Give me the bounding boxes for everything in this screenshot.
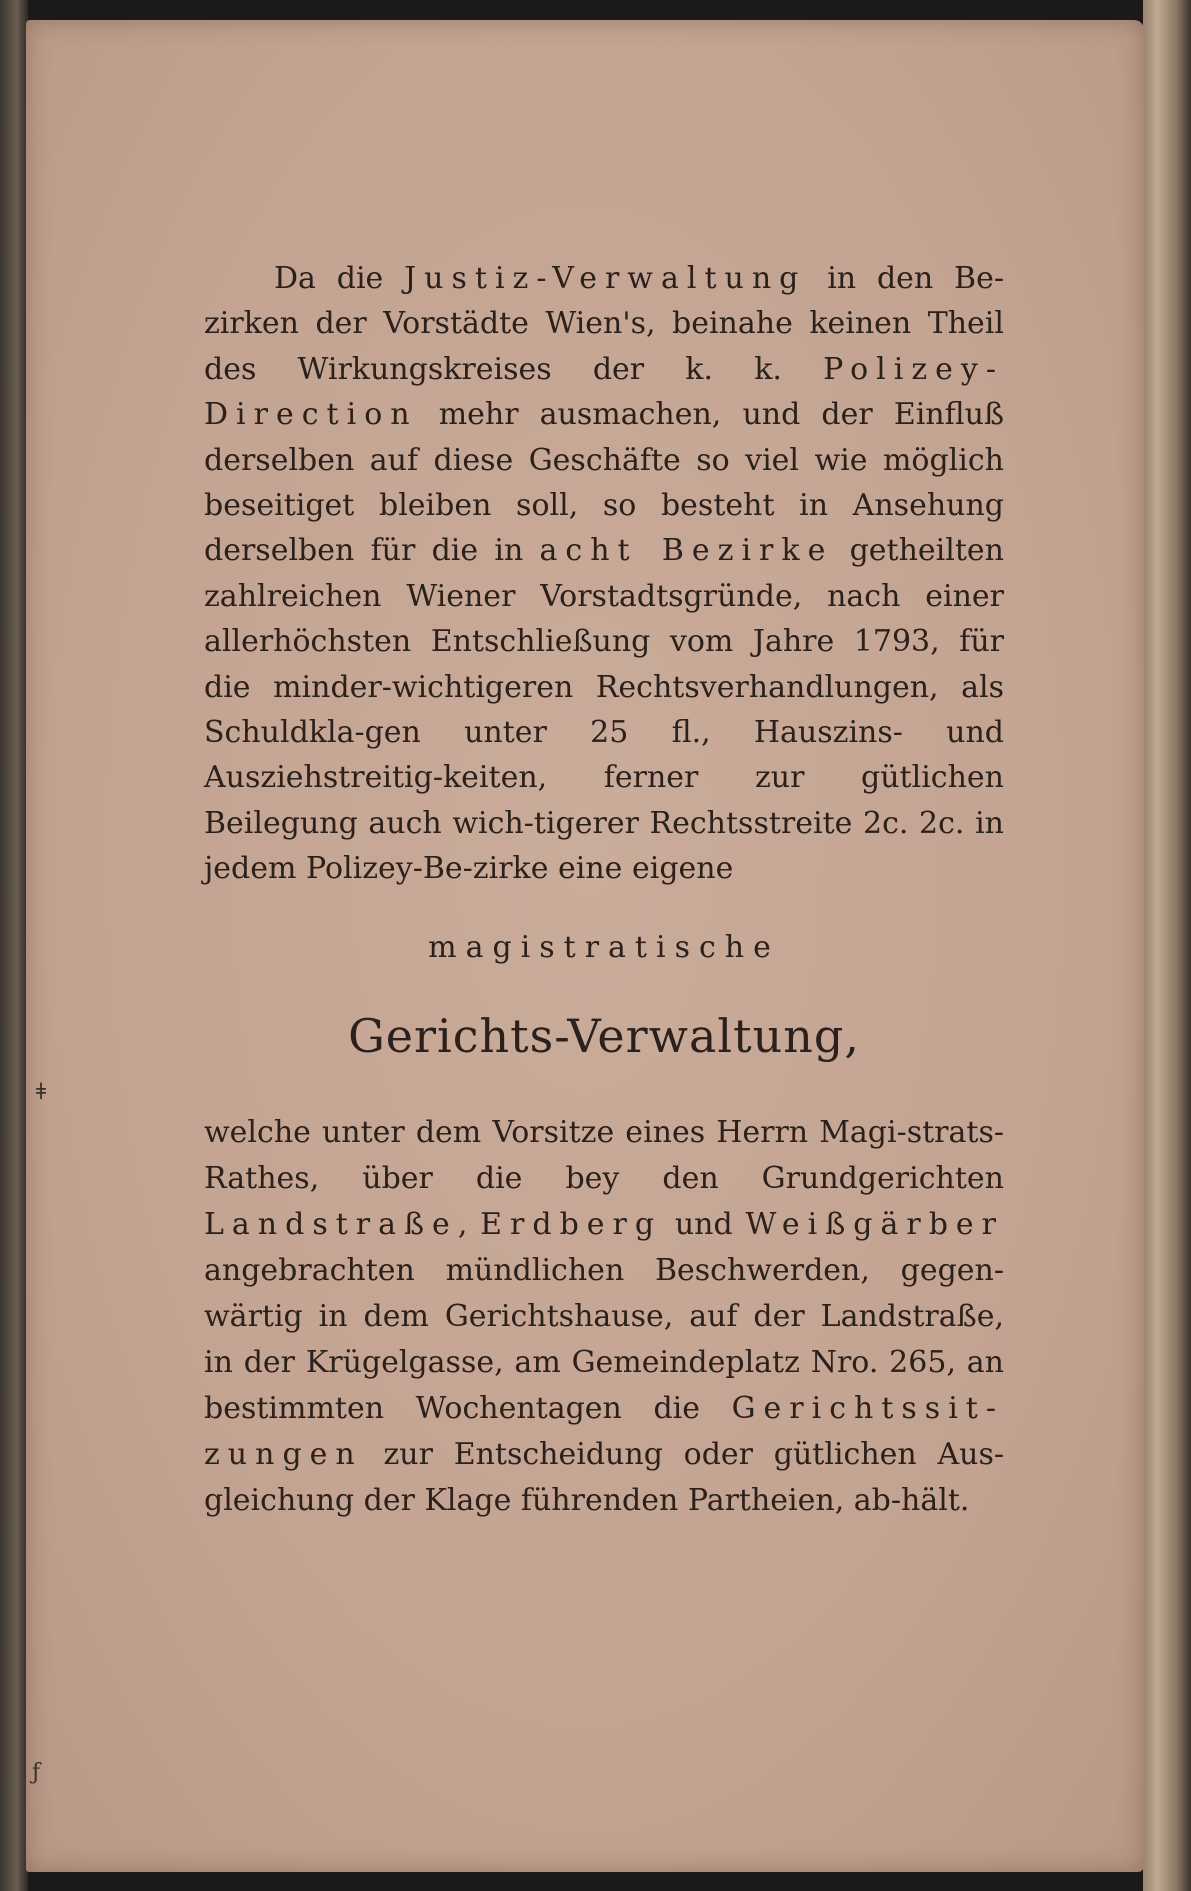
- paragraph-second: [204, 1110, 1004, 1524]
- paragraph-first: [204, 256, 1004, 892]
- spaced-term-justiz: Justiz-Verwaltung: [404, 261, 807, 296]
- para2-text5: zur Entscheidung oder gütlichen Aus-gleichung der Klage führenden Partheien, ab-hält.: [204, 1436, 1004, 1518]
- spaced-term-erdberg: Erdberg: [480, 1206, 663, 1242]
- para1-text2: mehr ausmachen, und der Einfluß derselben auf diese Geschäfte so viel wie möglich beseitiget bleiben soll, so besteht in Ansehung derselben für die in: [204, 397, 1004, 569]
- para2-text2: ,: [457, 1206, 481, 1242]
- spaced-term-weissgaerber: Weißgärber: [745, 1206, 1004, 1242]
- para2-text3: und: [662, 1206, 746, 1242]
- section-title: Gerichts-Verwaltung,: [348, 1008, 860, 1063]
- para1-intro: Da die: [274, 261, 405, 296]
- book-binding-edge: [0, 0, 28, 1891]
- spaced-term-polizey: Polizey-Direction: [204, 351, 1004, 433]
- para2-text4: angebrachten mündlichen Beschwerden, gegen-wärtig in dem Gerichtshause, auf der Landstraße, in der Krügelgasse, am Gemeindeplatz Nro. 265, an bestimmten Wochentagen die: [204, 1252, 1004, 1426]
- para1-text1: in den Be-zirken der Vorstädte Wien's, beinahe keinen Theil des Wirkungskreises der k. k.: [204, 261, 1004, 387]
- spaced-term-landstrasse: Landstraße: [204, 1206, 458, 1242]
- para2-text1: welche unter dem Vorsitze eines Herrn Magi-strats-Rathes, über die bey den Grundgerichten: [204, 1114, 1004, 1196]
- section-subtitle: magistratische: [428, 929, 780, 965]
- spaced-term-bezirke: acht Bezirke: [539, 533, 834, 569]
- binding-stitch-mark: ƒ: [32, 1760, 41, 1785]
- binding-stitch-mark: ǂ: [36, 1080, 47, 1105]
- page-stack-edge: [1143, 0, 1191, 1891]
- spaced-term-gerichtssitzungen: Gerichtssit-zungen: [204, 1390, 1004, 1472]
- book-page: [26, 20, 1144, 1872]
- para1-text3: getheilten zahlreichen Wiener Vorstadtsgründe, nach einer allerhöchsten Entschließung vom Jahre 1793, für die minder-wichtigeren Rechtsverhandlungen, als Schuldkla-gen unter 25 fl., Hauszins- und Ausziehstreitig-keiten, ferner zur gütlichen Beilegung auch wich-tigerer Rechtsstreite 2c. 2c. in jedem Polizey-Be-zirke eine eigene: [204, 533, 1004, 887]
- page-text: [204, 256, 1004, 1524]
